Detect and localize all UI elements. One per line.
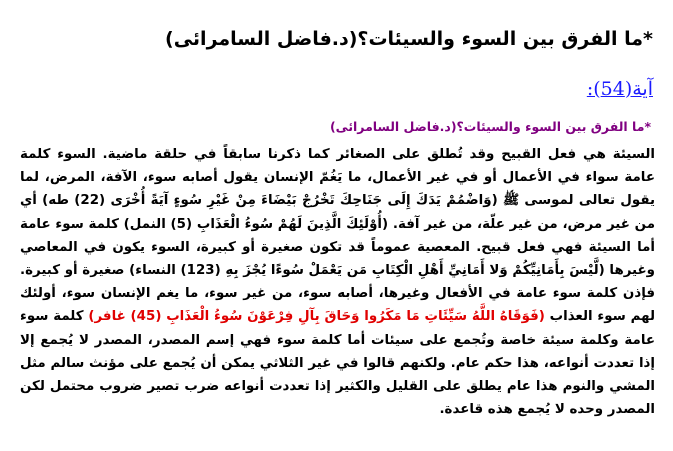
quran-quote-red: (فَوَقَاهُ اللَّهُ سَيِّئَاتِ مَا مَكَرُوا وَحَاقَ بِآلِ فِرْعَوْنَ سُوءُ الْعَذَابِ (45) غافر) xyxy=(88,309,545,325)
body-paragraph xyxy=(20,143,655,421)
section-subtitle: *ما الفرق بين السوء والسيئات؟(د.فاضل السامرائى) xyxy=(329,119,651,134)
body-text-part1: السيئة هي فعل القبيح وقد تُطلق على الصغائر كما ذكرنا سابقاً في حلقة ماضية. السوء كلمة عامة سواء في الأعمال أو في غير الأعمال، ما يَغُمّ الإنسان يقول أصابه سوء، الآفة، المرض، لما يقول تعالى لموسى ﷺ (وَاضْمُمْ يَدَكَ إِلَى جَنَاحِكَ تَخْرُجْ بَيْضَاءَ مِنْ غَيْرِ سُوءٍ آيَةً أُخْرَى (22) طه) أي من غير مرض، من غير علّة، من غير آفة. (أُوْلَئِكَ الَّذِينَ لَهُمْ سُوءُ الْعَذَابِ (5) النمل) كلمة سوء عامة أما السيئة فهي فعل قبيح. المعصية عموماً قد تكون صغيرة أو كبيرة، السوء يكون في المعاصي وغيرها (لَّيْسَ بِأَمَانِيِّكُمْ وَلا أَمَانِيِّ أَهْلِ الْكِتَابِ مَن يَعْمَلْ سُوءًا يُجْزَ بِهِ (123) النساء) صغيرة أو كبيرة. فإذن كلمة سوء عامة في الأفعال وغيرها، أصابه سوء، من غير سوء، ما يغم الإنسان سوء، أولئك لهم سوء العذاب xyxy=(20,147,655,325)
page-title: *ما الفرق بين السوء والسيئات؟(د.فاضل السامرائى) xyxy=(165,28,653,50)
ayah-link[interactable]: آية(54): xyxy=(586,78,653,100)
body-text-part2: كلمة سوء عامة وكلمة سيئة خاصة وتُجمع على سيئات أما كلمة سوء فهي إسم المصدر، المصدر لا يُجمع إلا إذا تعددت أنواعه، هذا حكم عام. ولكنهم قالوا في غير الثلاثي يمكن أن يُجمع على مؤنث سالم مثل المشي والنوم هذا عام يطلق على القليل والكثير إذا تعددت أنواعه ضرب تصير ضروب محتمل لكن المصدر وحده لا يُجمع هذه قاعدة. xyxy=(20,309,655,418)
